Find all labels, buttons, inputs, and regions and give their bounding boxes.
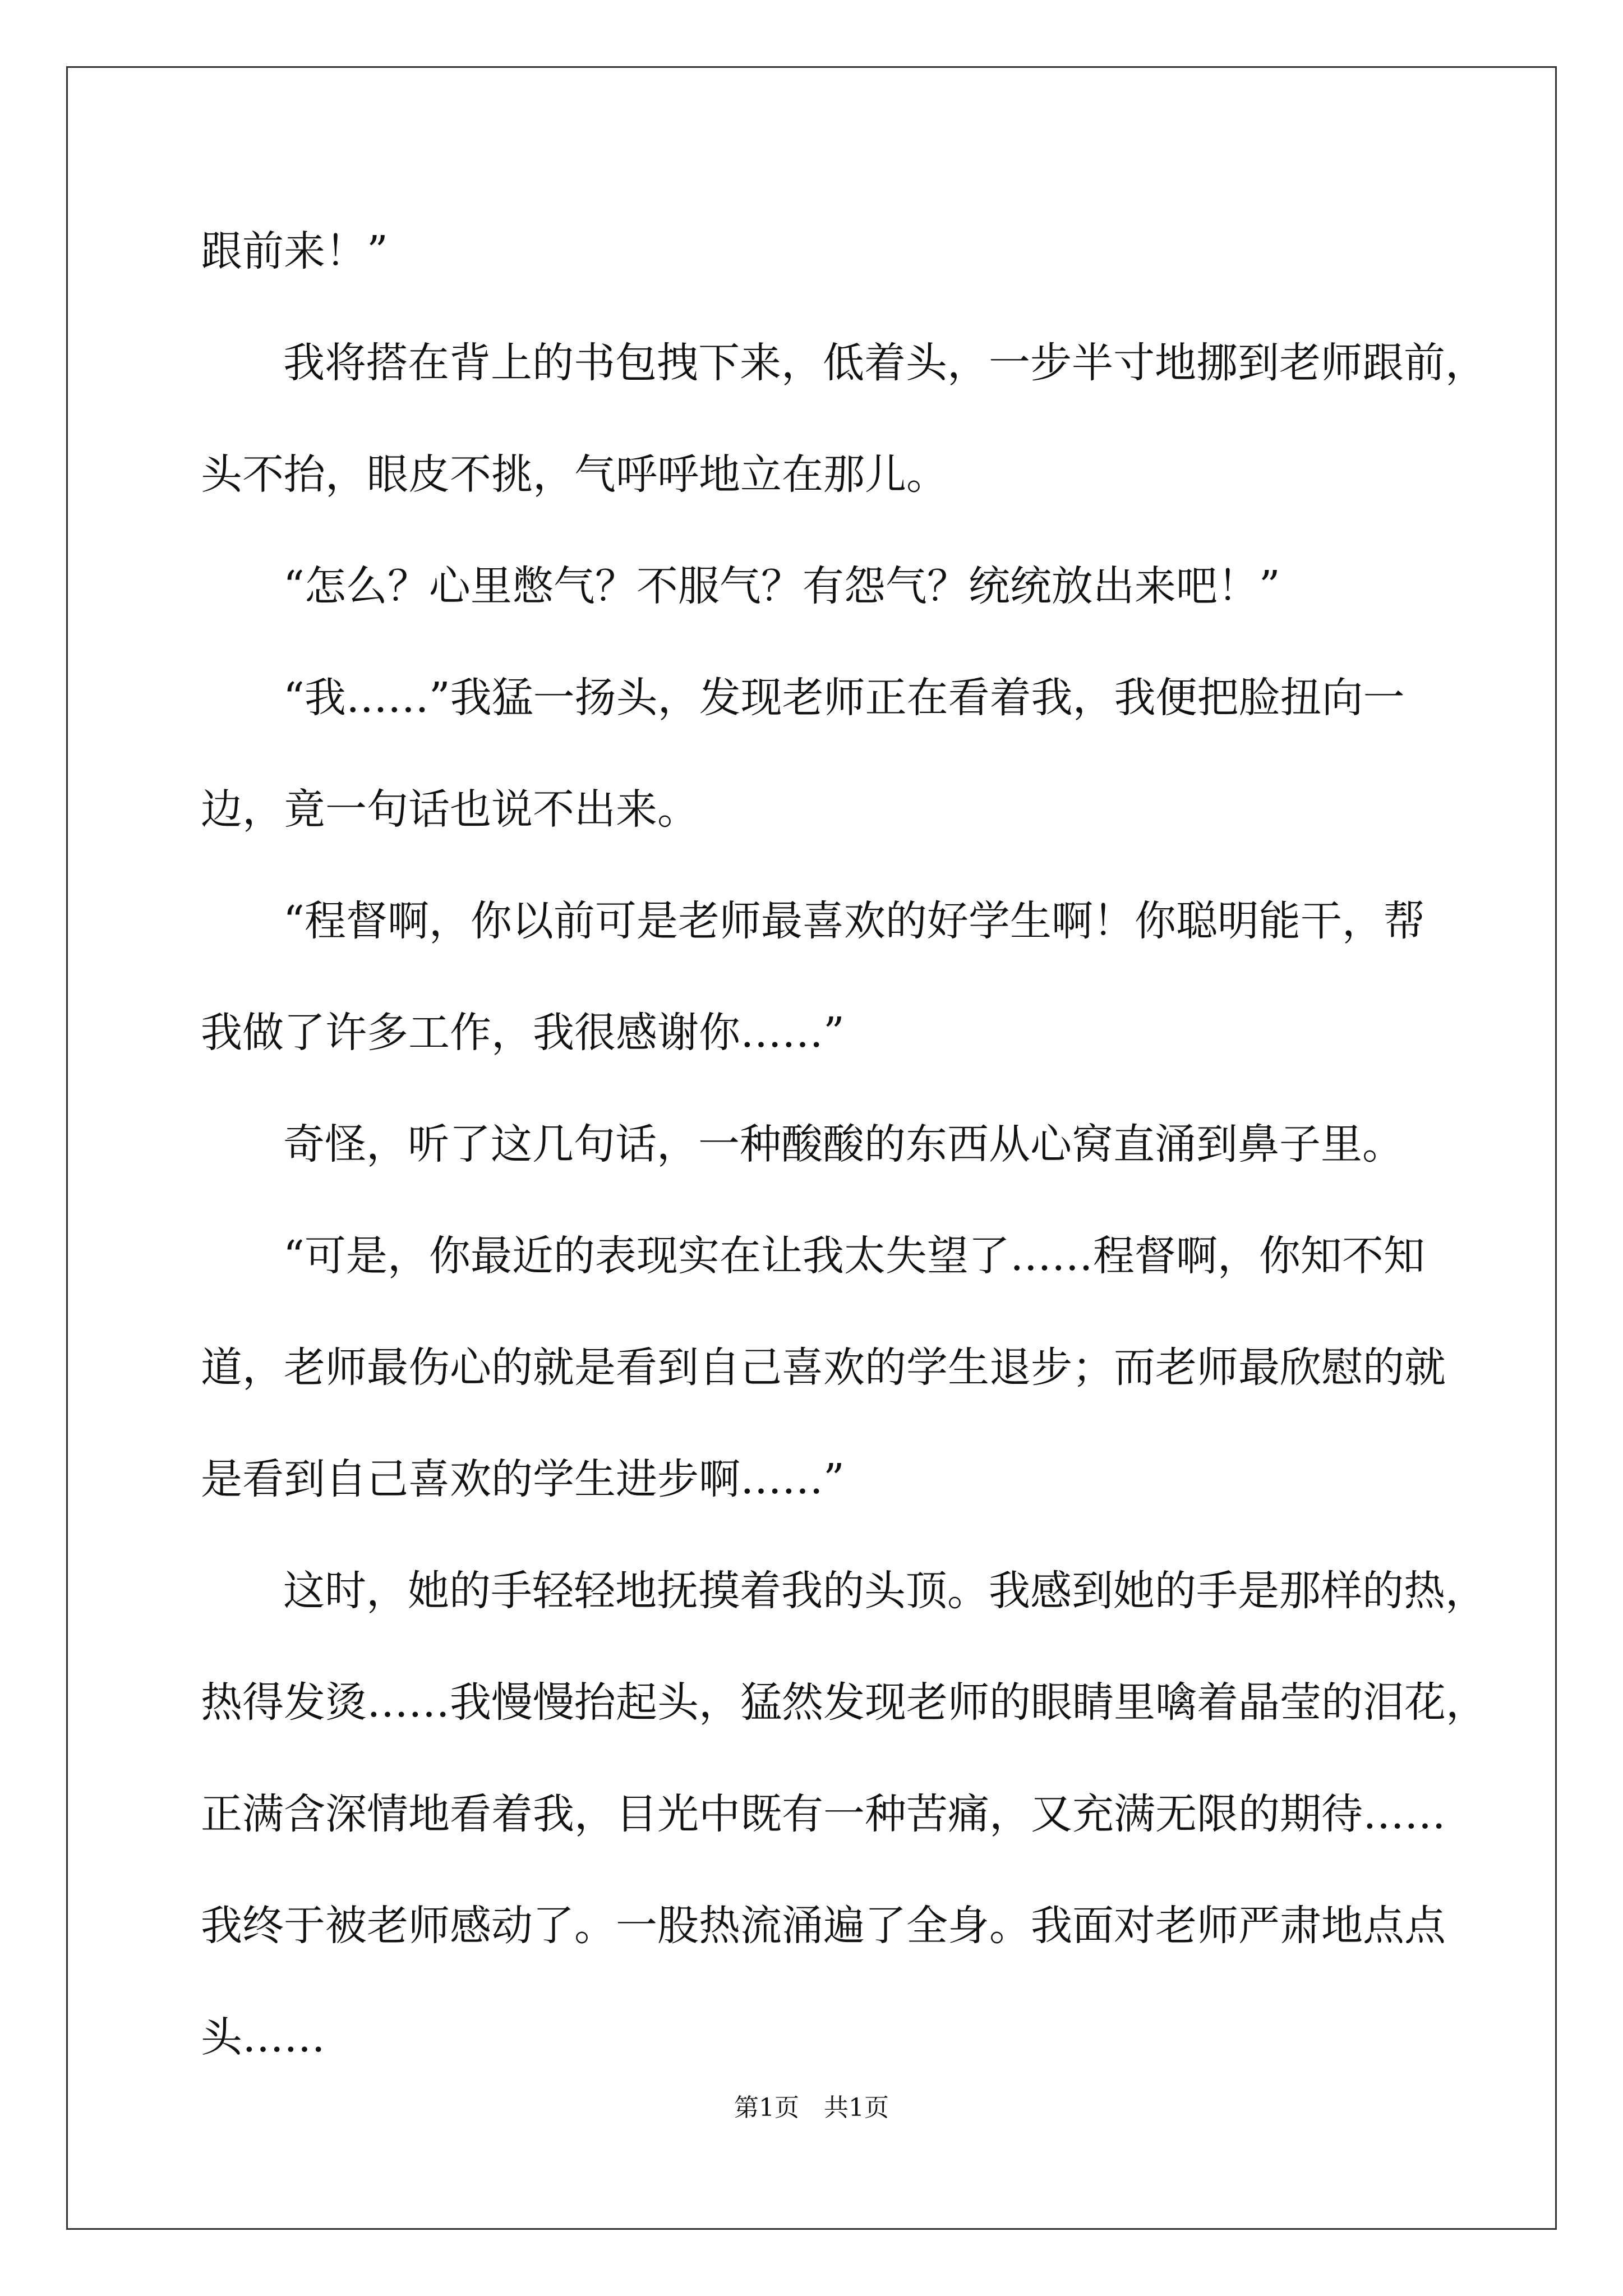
text-line: 这时，她的手轻轻地抚摸着我的头顶。我感到她的手是那样的热，: [283, 1567, 1487, 1615]
page-number-footer: 第1页 共1页: [734, 2093, 889, 2122]
text-line: 是看到自己喜欢的学生进步啊……”: [201, 1455, 845, 1503]
text-line: “怎么？心里憋气？不服气？有怨气？统统放出来吧！”: [283, 562, 1280, 610]
text-line: “可是，你最近的表现实在让我太失望了……程督啊，你知不知: [283, 1232, 1425, 1280]
text-line: 跟前来！”: [201, 227, 388, 275]
text-line: 头……: [201, 2013, 325, 2062]
text-line: 正满含深情地看着我，目光中既有一种苦痛，又充满无限的期待……: [201, 1790, 1446, 1838]
text-line: 道，老师最伤心的就是看到自己喜欢的学生退步；而老师最欣慰的就: [201, 1343, 1446, 1392]
text-line: 奇怪，听了这几句话，一种酸酸的东西从心窝直涌到鼻子里。: [283, 1120, 1404, 1168]
text-line: 我将搭在背上的书包拽下来，低着头，一步半寸地挪到老师跟前，: [283, 339, 1487, 387]
text-line: “程督啊，你以前可是老师最喜欢的好学生啊！你聪明能干，帮: [283, 897, 1425, 945]
text-line: 我终于被老师感动了。一股热流涌遍了全身。我面对老师严肃地点点: [201, 1902, 1446, 1950]
text-line: 热得发烫……我慢慢抬起头，猛然发现老师的眼睛里噙着晶莹的泪花，: [201, 1678, 1487, 1727]
text-line: 我做了许多工作，我很感谢你……”: [201, 1009, 845, 1057]
document-body: [201, 206, 1487, 2104]
text-line: “我……”我猛一扬头，发现老师正在看着我，我便把脸扭向一: [283, 674, 1405, 722]
text-line: 边，竟一句话也说不出来。: [201, 785, 699, 834]
text-line: 头不抬，眼皮不挑，气呼呼地立在那儿。: [201, 450, 948, 499]
